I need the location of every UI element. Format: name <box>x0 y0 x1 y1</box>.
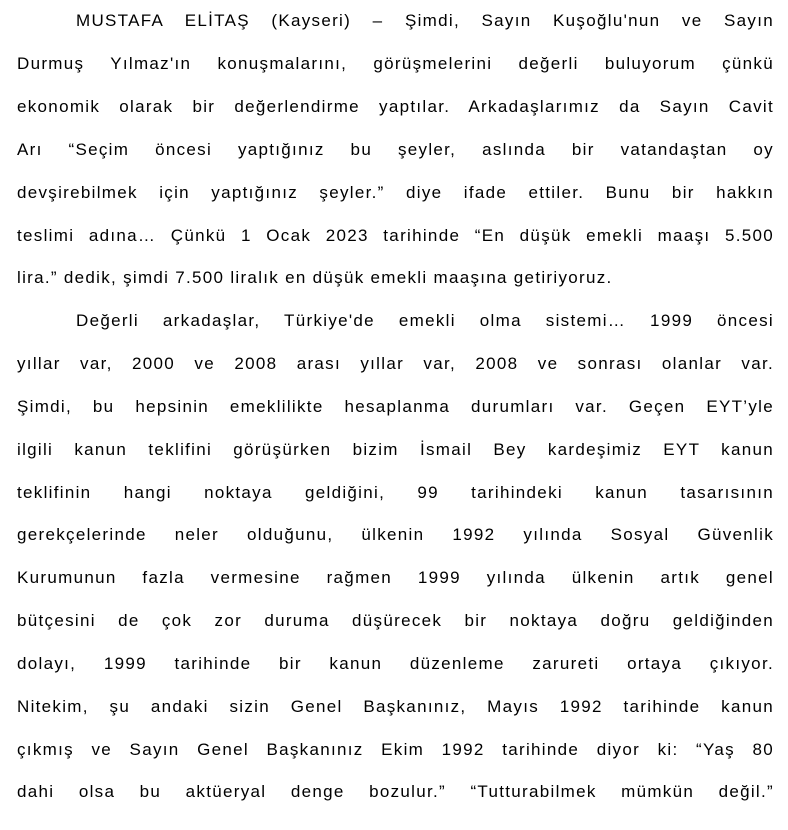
paragraph-2-line-12: dahi olsa bu aktüeryal denge bozulur.” “Tutturabilmek mümkün değil.” <box>17 782 774 801</box>
paragraph-2-line-4: ilgili kanun teklifini görüşürken bizim İsmail Bey kardeşimiz EYT kanun <box>17 440 774 459</box>
paragraph-1-line-1: MUSTAFA ELİTAŞ (Kayseri) – Şimdi, Sayın Kuşoğlu'nun ve Sayın <box>76 11 774 30</box>
paragraph-2-line-11: çıkmış ve Sayın Genel Başkanınız Ekim 1992 tarihinde diyor ki: “Yaş 80 <box>17 740 774 759</box>
paragraph-1-line-3: ekonomik olarak bir değerlendirme yaptılar. Arkadaşlarımız da Sayın Cavit <box>17 97 774 116</box>
paragraph-2-line-6: gerekçelerinde neler olduğunu, ülkenin 1992 yılında Sosyal Güvenlik <box>17 525 774 544</box>
paragraph-2-line-5: teklifinin hangi noktaya geldiğini, 99 tarihindeki kanun tasarısının <box>17 483 774 502</box>
paragraph-2-line-1: Değerli arkadaşlar, Türkiye'de emekli olma sistemi… 1999 öncesi <box>76 311 774 330</box>
paragraph-2-line-9: dolayı, 1999 tarihinde bir kanun düzenleme zarureti ortaya çıkıyor. <box>17 654 774 673</box>
paragraph-2-line-2: yıllar var, 2000 ve 2008 arası yıllar var, 2008 ve sonrası olanlar var. <box>17 354 774 373</box>
paragraph-1-line-5: devşirebilmek için yaptığınız şeyler.” diye ifade ettiler. Bunu bir hakkın <box>17 183 774 202</box>
paragraph-2-line-8: bütçesini de çok zor duruma düşürecek bir noktaya doğru geldiğinden <box>17 611 774 630</box>
paragraph-2-line-7: Kurumunun fazla vermesine rağmen 1999 yılında ülkenin artık genel <box>17 568 774 587</box>
paragraph-2-line-10: Nitekim, şu andaki sizin Genel Başkanınız, Mayıs 1992 tarihinde kanun <box>17 697 774 716</box>
paragraph-2-line-3: Şimdi, bu hepsinin emeklilikte hesaplanma durumları var. Geçen EYT’yle <box>17 397 774 416</box>
paragraph-1-line-7: lira.” dedik, şimdi 7.500 liralık en düşük emekli maaşına getiriyoruz. <box>17 268 613 287</box>
paragraph-1-line-4: Arı “Seçim öncesi yaptığınız bu şeyler, aslında bir vatandaştan oy <box>17 140 774 159</box>
paragraph-1-line-6: teslimi adına… Çünkü 1 Ocak 2023 tarihinde “En düşük emekli maaşı 5.500 <box>17 226 774 245</box>
paragraph-1-line-2: Durmuş Yılmaz'ın konuşmalarını, görüşmelerini değerli buluyorum çünkü <box>17 54 774 73</box>
